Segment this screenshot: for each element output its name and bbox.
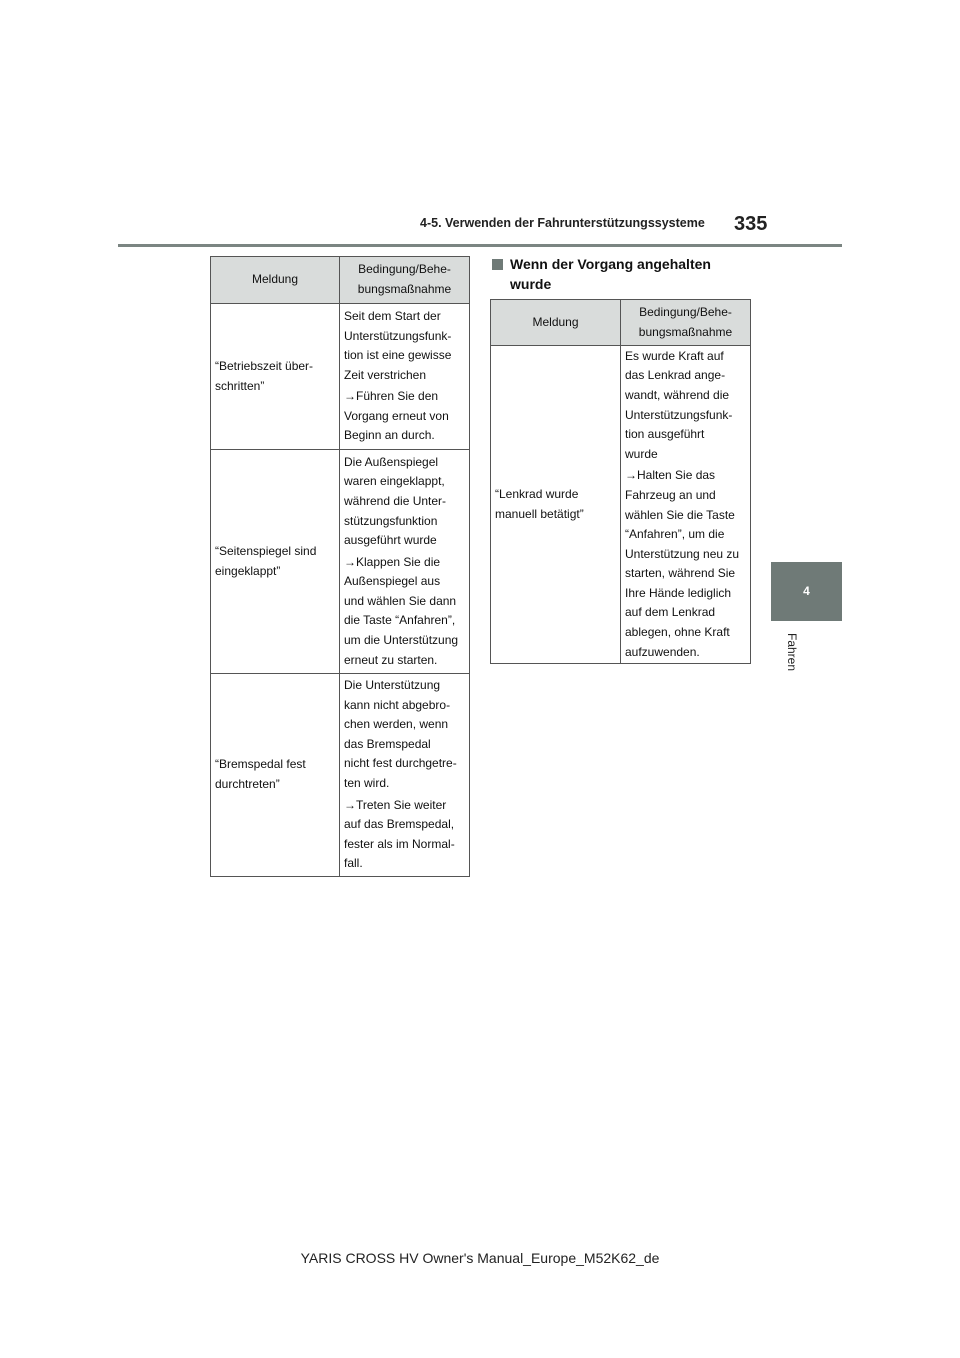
chapter-tab [771,562,842,621]
condition-cell [621,346,751,664]
section-heading-line2: wurde [510,276,552,292]
message-text: “Seitenspiegel sind eingeklappt” [215,543,317,578]
condition-cell [340,450,470,674]
action-text: →Führen Sie den Vorgang erneut von Beginn an durch. [344,389,449,443]
condition-cell [340,674,470,877]
action-text: →Halten Sie das Fahrzeug an und wählen Sie die Taste “Anfahren”, um die Unterstützung neu zu starten, während Sie Ihre Hände lediglich auf dem Lenkrad ablegen, ohne Kraft aufzuwenden. [625,468,740,659]
condition-text: Die Unterstützung kann nicht abgebro- chen werden, wenn das Bremspedal nicht fest durchgetre- ten wird. [344,678,457,790]
section-title: 4-5. Verwenden der Fahrunterstützungssysteme [420,216,705,230]
message-table-right [490,299,751,664]
message-text: “Bremspedal fest durchtreten” [215,757,306,791]
message-cell [211,304,340,450]
header-meldung [491,300,621,346]
condition-text: Es wurde Kraft auf das Lenkrad ange- wandt, während die Unterstützungsfunk- tion ausgeführt wurde [625,348,733,461]
condition-text: Seit dem Start der Unterstützungsfunk- tion ist eine gewisse Zeit verstrichen [344,308,452,382]
table-row [211,674,470,877]
header-divider [118,244,842,247]
condition-cell [340,304,470,450]
header-meldung-text: Meldung [532,314,579,329]
condition-text: Die Außenspiegel waren eingeklappt, während die Unter- stützungsfunktion ausgeführt wurde [344,454,447,548]
chapter-number: 4 [803,584,810,598]
header-bedingung-text: Bedingung/Behe- bungsmaßnahme [638,304,733,339]
header-bedingung [621,300,751,346]
section-heading-line1: Wenn der Vorgang angehalten [510,256,711,272]
section-heading [492,254,762,294]
header-bedingung-text: Bedingung/Behe- bungsmaßnahme [357,262,452,296]
action-text: →Treten Sie weiter auf das Bremspedal, fester als im Normal- fall. [344,797,455,871]
message-text: “Betriebszeit über- schritten” [215,358,314,393]
message-cell [491,346,621,664]
page-number: 335 [734,213,768,235]
table-row [491,346,751,664]
header-bedingung [340,257,470,304]
table-header-row [211,257,470,304]
message-table-left [210,256,470,877]
footer-text: YARIS CROSS HV Owner's Manual_Europe_M52K62_de [300,1250,660,1266]
message-text: “Lenkrad wurde manuell betätigt” [495,486,584,521]
header-meldung [211,257,340,304]
table-header-row [491,300,751,346]
chapter-label: Fahren [785,633,799,672]
table-row [211,304,470,450]
header-meldung-text: Meldung [251,272,299,287]
action-text: →Klappen Sie die Außenspiegel aus und wählen Sie dann die Taste “Anfahren”, um die Unterstützung erneut zu starten. [344,554,459,667]
square-bullet-icon [492,259,503,270]
message-cell [211,450,340,674]
table-row [211,450,470,674]
message-cell [211,674,340,877]
